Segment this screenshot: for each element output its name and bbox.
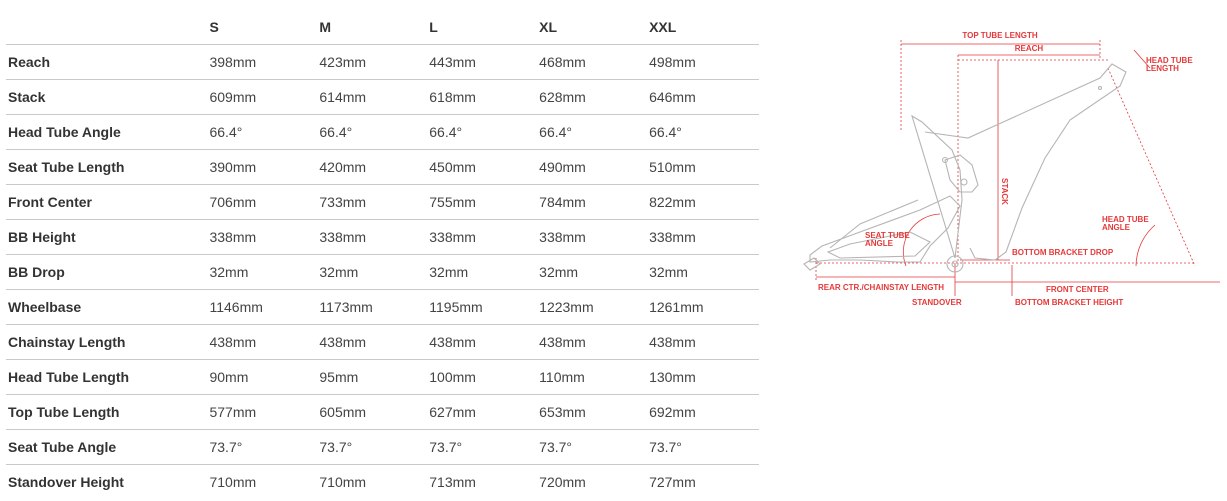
table-row	[6, 185, 759, 220]
cell-value: 73.7°	[649, 430, 759, 465]
label-standover: STANDOVER	[912, 298, 962, 307]
cell-value: 423mm	[319, 45, 429, 80]
cell-value: 100mm	[429, 360, 539, 395]
row-label: Head Tube Angle	[6, 115, 209, 150]
cell-value: 438mm	[539, 325, 649, 360]
row-label: Chainstay Length	[6, 325, 209, 360]
row-label: Top Tube Length	[6, 395, 209, 430]
cell-value: 653mm	[539, 395, 649, 430]
cell-value: 338mm	[319, 220, 429, 255]
cell-value: 713mm	[429, 474, 476, 490]
label-bottom-bracket-height: BOTTOM BRACKET HEIGHT	[1015, 298, 1124, 307]
table-row	[6, 45, 759, 80]
cell-value: 73.7°	[539, 430, 649, 465]
cell-value: 390mm	[209, 150, 319, 185]
cell-value: 1195mm	[429, 290, 539, 325]
cell-value: 338mm	[649, 220, 759, 255]
cell-value: 706mm	[209, 185, 319, 220]
cell-value: 73.7°	[319, 430, 429, 465]
top-and-down-tube	[925, 64, 1126, 260]
table-row	[6, 220, 759, 255]
cell-value: 130mm	[649, 360, 759, 395]
table-row	[6, 80, 759, 115]
header-size-s: S	[209, 10, 319, 45]
header-size-xxl: XXL	[649, 10, 759, 45]
cell-value: 73.7°	[429, 430, 539, 465]
cell-value: 784mm	[539, 185, 649, 220]
row-label: Wheelbase	[6, 290, 209, 325]
cell-value: 498mm	[649, 45, 759, 80]
cell-value: 577mm	[209, 395, 319, 430]
cell-value: 32mm	[649, 255, 759, 290]
cell-value: 490mm	[539, 150, 649, 185]
cable-port	[1099, 87, 1102, 90]
label-front-center: FRONT CENTER	[1046, 285, 1109, 294]
bike-frame	[804, 64, 1126, 272]
cell-value: 66.4°	[649, 115, 759, 150]
label-bottom-bracket-drop: BOTTOM BRACKET DROP	[1012, 248, 1114, 257]
header-corner	[6, 10, 209, 45]
shock-pivot	[961, 179, 967, 185]
cell-value: 32mm	[429, 255, 539, 290]
table-row	[6, 395, 759, 430]
seat-tube-angle-arc	[903, 214, 940, 266]
table-header-row	[6, 10, 759, 45]
rear-triangle	[810, 196, 960, 262]
table-row	[6, 115, 759, 150]
cell-value: 1173mm	[319, 290, 429, 325]
label-stack: STACK	[1000, 178, 1009, 205]
row-label: BB Height	[6, 220, 209, 255]
cell-value: 438mm	[319, 325, 429, 360]
geometry-diagram	[800, 20, 1227, 320]
cell-value: 609mm	[209, 80, 319, 115]
cell-value: 510mm	[649, 150, 759, 185]
label-seat-tube-angle-2: ANGLE	[865, 239, 893, 248]
cell-value: 73.7°	[209, 430, 319, 465]
label-head-tube-length-2: LENGTH	[1146, 64, 1179, 73]
cell-value: 727mm	[649, 474, 696, 490]
cell-value: 66.4°	[429, 115, 539, 150]
header-size-l: L	[429, 10, 539, 45]
cell-value: 1146mm	[209, 290, 319, 325]
cell-value: 614mm	[319, 80, 429, 115]
label-head-tube-angle-1: HEAD TUBE	[1102, 215, 1149, 224]
row-label: Front Center	[6, 185, 209, 220]
label-head-tube-length-1: HEAD TUBE	[1146, 56, 1193, 65]
cell-value: 438mm	[649, 325, 759, 360]
label-top-tube-length: TOP TUBE LENGTH	[962, 31, 1038, 40]
cell-value: 628mm	[539, 80, 649, 115]
row-label: Reach	[6, 45, 209, 80]
cell-value: 438mm	[209, 325, 319, 360]
cell-value: 438mm	[429, 325, 539, 360]
header-size-xl: XL	[539, 10, 649, 45]
cell-value: 468mm	[539, 45, 649, 80]
cell-value: 720mm	[539, 474, 586, 490]
row-label: BB Drop	[6, 255, 209, 290]
rear-dropout	[804, 258, 820, 270]
table-row	[6, 290, 759, 325]
geometry-table	[6, 10, 759, 499]
table-row	[6, 465, 759, 500]
cell-value: 66.4°	[319, 115, 429, 150]
row-label: Standover Height	[8, 474, 124, 490]
head-tube-angle-arc	[1136, 225, 1155, 266]
cell-value: 733mm	[319, 185, 429, 220]
cell-value: 338mm	[209, 220, 319, 255]
table-row	[6, 360, 759, 395]
cell-value: 110mm	[539, 360, 649, 395]
cell-value: 1261mm	[649, 290, 759, 325]
cell-value: 710mm	[319, 474, 367, 490]
label-head-tube-angle-2: ANGLE	[1102, 223, 1130, 232]
steering-axis-line	[1108, 68, 1195, 266]
cell-value: 627mm	[429, 395, 539, 430]
label-rear-center: REAR CTR./CHAINSTAY LENGTH	[818, 283, 945, 292]
row-label: Seat Tube Length	[6, 150, 209, 185]
cell-value: 1223mm	[539, 290, 649, 325]
cell-value: 605mm	[319, 395, 429, 430]
cell-value: 32mm	[539, 255, 649, 290]
cell-value: 822mm	[649, 185, 759, 220]
label-seat-tube-angle-1: SEAT TUBE	[865, 231, 910, 240]
cell-value: 755mm	[429, 185, 539, 220]
table-row	[6, 325, 759, 360]
cell-value: 32mm	[209, 255, 319, 290]
table-row	[6, 255, 759, 290]
row-label: Stack	[6, 80, 209, 115]
cell-value: 95mm	[319, 360, 429, 395]
row-label: Head Tube Length	[6, 360, 209, 395]
cell-value: 32mm	[319, 255, 429, 290]
cell-value: 398mm	[209, 45, 319, 80]
row-label: Seat Tube Angle	[6, 430, 209, 465]
table-row	[6, 430, 759, 465]
cell-value: 443mm	[429, 45, 539, 80]
cell-value: 66.4°	[539, 115, 649, 150]
header-size-m: M	[319, 10, 429, 45]
cell-value: 420mm	[319, 150, 429, 185]
cell-value: 618mm	[429, 80, 539, 115]
cell-value: 90mm	[209, 360, 319, 395]
cell-value: 66.4°	[209, 115, 319, 150]
cell-value: 692mm	[649, 395, 759, 430]
cell-value: 450mm	[429, 150, 539, 185]
cell-value: 338mm	[429, 220, 539, 255]
cell-value: 646mm	[649, 80, 759, 115]
label-reach: REACH	[1014, 44, 1044, 53]
table-row	[6, 150, 759, 185]
cell-value: 338mm	[539, 220, 649, 255]
cell-value: 710mm	[209, 474, 257, 490]
